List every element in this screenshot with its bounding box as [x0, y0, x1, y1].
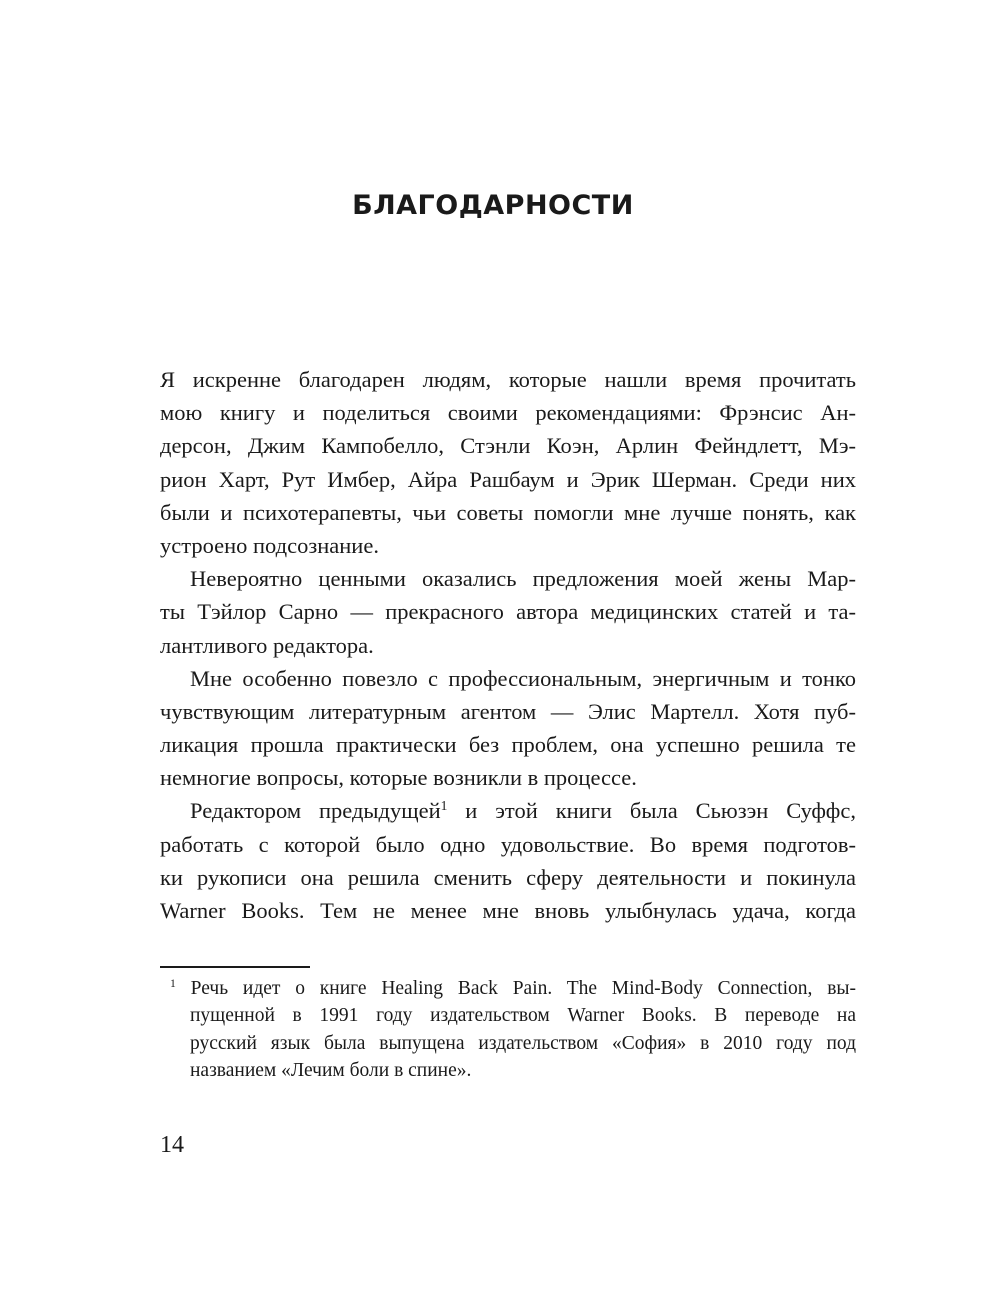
- footnote-line: названием «Лечим боли в спине».: [190, 1059, 472, 1081]
- text-line: дерсон, Джим Кампобелло, Стэнли Коэн, Арлин Фейндлетт, Мэ-: [160, 433, 856, 459]
- footnote-line: пущенной в 1991 году издательством Warner Books. В переводе на: [190, 1005, 856, 1027]
- paragraph-1: [160, 363, 856, 562]
- footnote-mark: 1: [170, 976, 176, 990]
- page-title: БЛАГОДАРНОСТИ: [352, 190, 634, 221]
- text-line: Я искренне благодарен людям, которые нашли время прочитать: [160, 367, 856, 392]
- text-line: чувствующим литературным агентом — Элис Мартелл. Хотя пуб-: [160, 698, 856, 724]
- text-line: ликация прошла практически без проблем, она успешно решила те: [160, 732, 856, 758]
- footnote-reference[interactable]: 1: [440, 798, 448, 814]
- body-text: [160, 363, 856, 927]
- footnote-text: Речь идет о книге Healing Back Pain. The Mind-Body Connection, вы-: [175, 978, 856, 999]
- text-line: немногие вопросы, которые возникли в процессе.: [160, 765, 637, 791]
- text-line: устроено подсознание.: [160, 532, 379, 558]
- text-line: рион Харт, Рут Имбер, Айра Рашбаум и Эрик Шерман. Среди них: [160, 466, 856, 492]
- text-line: были и психотерапевты, чьи советы помогли мне лучше понять, как: [160, 499, 856, 525]
- paragraph-2: [160, 562, 856, 662]
- text-line: Мне особенно повезло с профессиональным, энергичным и тонко: [190, 665, 856, 691]
- text-line: мою книгу и поделиться своими рекомендациями: Фрэнсис Ан-: [160, 400, 856, 426]
- footnote-divider: [160, 966, 310, 968]
- text-line: ты Тэйлор Сарно — прекрасного автора медицинских статей и та-: [160, 599, 856, 625]
- paragraph-4: [160, 794, 856, 927]
- text-segment: Редактором предыдущей: [190, 798, 441, 824]
- page-number: 14: [160, 1132, 184, 1158]
- text-line: Невероятно ценными оказались предложения моей жены Мар-: [190, 566, 856, 592]
- paragraph-3: [160, 662, 856, 795]
- text-line: лантливого редактора.: [160, 632, 374, 658]
- text-line: работать с которой было одно удовольствие. Во время подготов-: [160, 831, 856, 857]
- footnote-line: русский язык была выпущена издательством «София» в 2010 году под: [190, 1032, 856, 1054]
- text-segment: и этой книги была Сьюзэн Суффс,: [447, 798, 856, 824]
- footnote: [160, 975, 856, 1084]
- text-line: Warner Books. Тем не менее мне вновь улыбнулась удача, когда: [160, 898, 856, 923]
- footnote-line: [160, 975, 856, 1002]
- text-line: ки рукописи она решила сменить сферу деятельности и покинула: [160, 864, 856, 890]
- text-line: [160, 794, 856, 827]
